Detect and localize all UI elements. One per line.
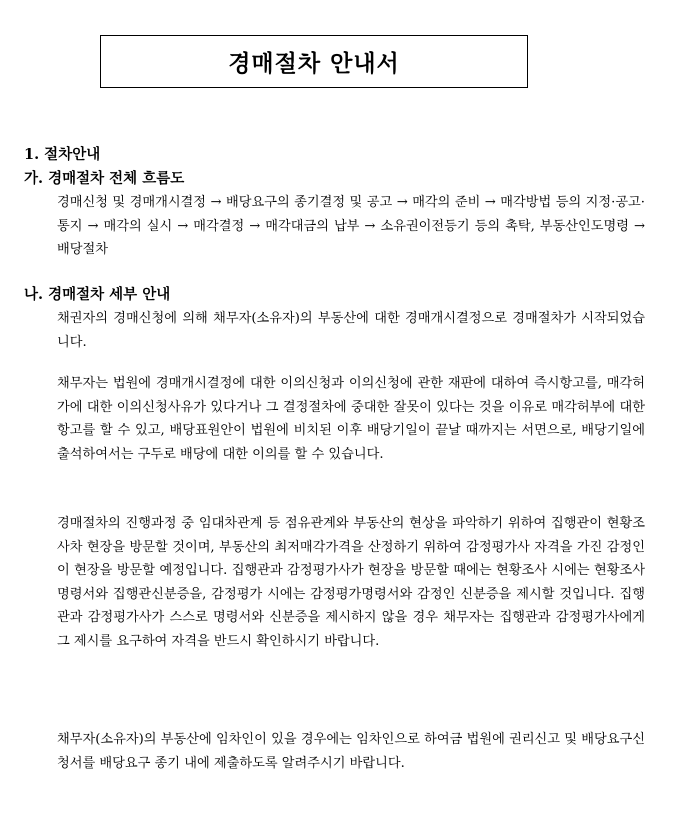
paragraph: 경매절차의 진행과정 중 임대차관계 등 점유관계와 부동산의 현상을 파악하기 위하여 집행관이 현황조사차 현장을 방문할 것이며, 부동산의 최저매각가격을 산정하기 위하여 감정평가사 자격을 가진 감정인이 현장을 방문할 예정입니다. 집행관과 감정평가사가 현장을 방문할 때에는 현황조사 시에는 현황조사명령서와 집행관신분증을, 감정평가 시에는 감정평가명령서와 감정인 신분증을 제시할 것입니다. 집행관과 감정평가사가 스스로 명령서와 신분증을 제시하지 않을 경우 채무자는 집행관과 감정평가사에게 그 제시를 요구하여 자격을 반드시 확인하시기 바랍니다.: [57, 516, 645, 649]
section-na-heading: 나. 경매절차 세부 안내: [24, 286, 171, 303]
paragraph: 채무자는 법원에 경매개시결정에 대한 이의신청과 이의신청에 관한 재판에 대하여 즉시항고를, 매각허가에 대한 이의신청사유가 있다거나 그 결정절차에 중대한 잘못이 있다는 것을 이유로 매각허부에 대한 항고를 할 수 있고, 배당표원안이 법원에 비치된 이후 배당기일이 끝날 때까지는 서면으로, 배당기일에 출석하여서는 구두로 배당에 대한 이의를 할 수 있습니다.: [57, 376, 645, 462]
title-box: [100, 35, 528, 88]
section-ga-heading: 가. 경매절차 전체 흐름도: [24, 170, 185, 187]
paragraph: 채무자(소유자)의 부동산에 임차인이 있을 경우에는 임차인으로 하여금 법원에 권리신고 및 배당요구신청서를 배당요구 종기 내에 제출하도록 알려주시기 바랍니다.: [57, 732, 645, 771]
section-1-heading: 1. 절차안내: [24, 146, 101, 163]
document-title: 경매절차 안내서: [228, 50, 400, 77]
paragraph: 채권자의 경매신청에 의해 채무자(소유자)의 부동산에 대한 경매개시결정으로 경매절차가 시작되었습니다.: [57, 311, 645, 350]
flow-text: 경매신청 및 경매개시결정 → 배당요구의 종기결정 및 공고 → 매각의 준비 → 매각방법 등의 지정·공고·통지 → 매각의 실시 → 매각결정 → 매각대금의 납부 → 소유권이전등기 등의 촉탁, 부동산인도명령 → 배당절차: [57, 195, 645, 258]
